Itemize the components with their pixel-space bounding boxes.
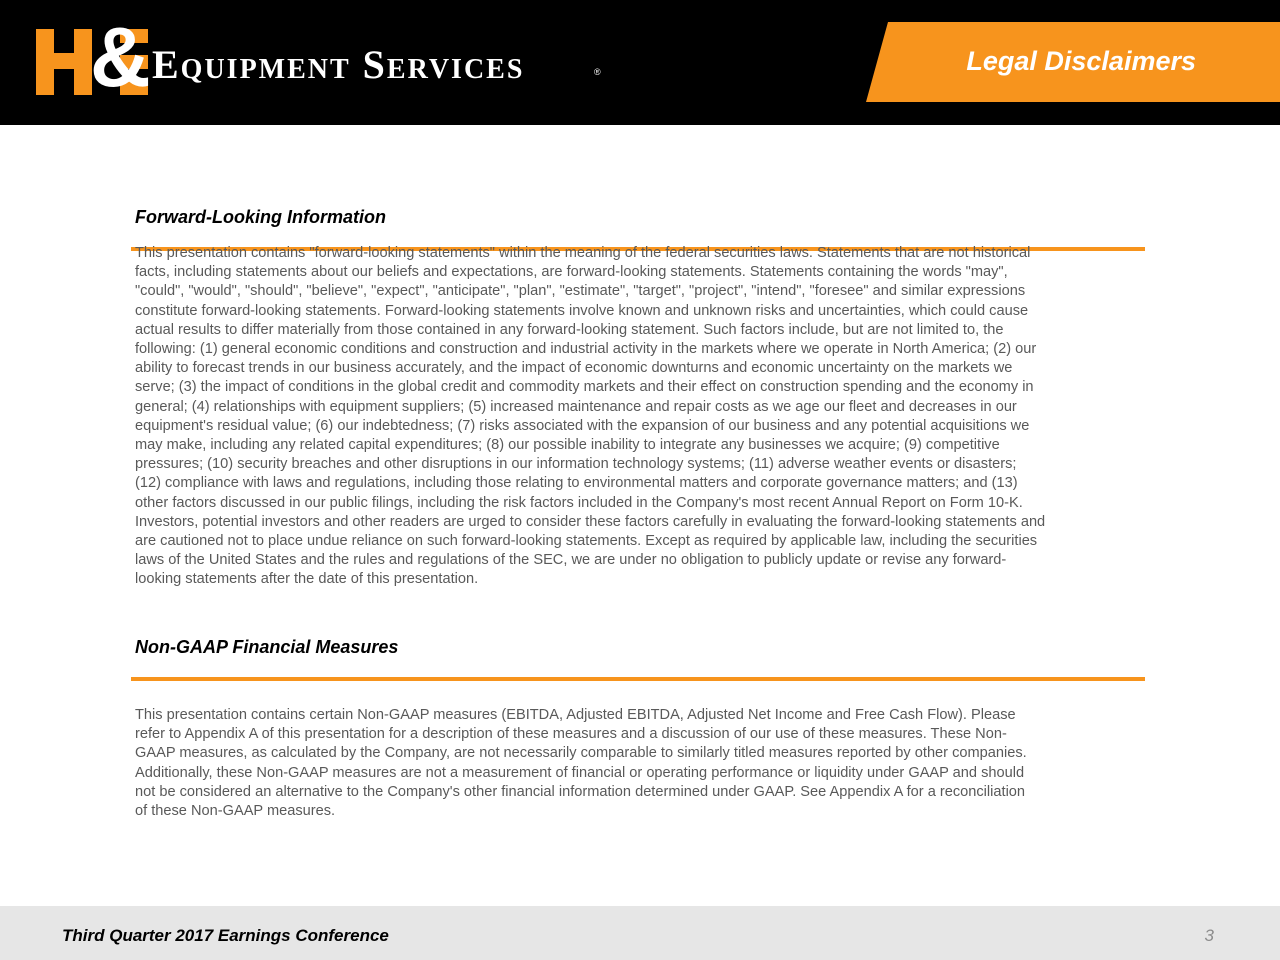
- paragraph-line: Additionally, these Non-GAAP measures are not a measurement of financial or operating performance or liquidity under GAAP and should: [135, 764, 1025, 781]
- paragraph-line: serve; (3) the impact of conditions in the global credit and commodity markets and their effect on construction spending and the economy in: [135, 379, 1034, 396]
- registered-mark: ®: [594, 67, 601, 77]
- company-logo: [36, 10, 636, 104]
- paragraph-line: constitute forward-looking statements. Forward-looking statements involve known and unknown risks and uncertainties, which could cause: [135, 302, 1029, 319]
- paragraph-line: Investors, potential investors and other readers are urged to consider these factors carefully in evaluating the forward-looking statements and: [135, 513, 1046, 530]
- footer-bar: [0, 906, 1280, 960]
- paragraph-line: (12) compliance with laws and regulations, including those relating to environmental matters and corporate governance matters; and (13): [135, 475, 1018, 492]
- footer-title: Third Quarter 2017 Earnings Conference: [62, 926, 389, 945]
- non-gaap-paragraph: [135, 706, 1135, 821]
- paragraph-line: GAAP measures, as calculated by the Company, are not necessarily comparable to similarly titled measures reported by other companies.: [135, 745, 1027, 762]
- paragraph-line: looking statements after the date of this presentation.: [135, 571, 479, 588]
- logo-text: Equipment Services: [152, 42, 525, 87]
- forward-looking-paragraph: [135, 244, 1135, 590]
- logo-ampersand: &: [90, 10, 151, 104]
- paragraph-line: may make, including any related capital expenditures; (8) our possible inability to integrate any businesses we acquire; (9) competitive: [135, 437, 1000, 454]
- slide-title: Legal Disclaimers: [966, 46, 1196, 76]
- paragraph-line: other factors discussed in our public filings, including the risk factors included in the Company's most recent Annual Report on Form 10-K.: [135, 494, 1023, 511]
- paragraph-line: laws of the United States and the rules and regulations of the SEC, we are under no obligation to publicly update or revise any forward-: [135, 552, 1007, 569]
- section-divider: [131, 677, 1145, 681]
- paragraph-line: ability to forecast trends in our business accurately, and the impact of economic downturns and economic uncertainty on the markets we: [135, 360, 1013, 377]
- paragraph-line: following: (1) general economic conditions and construction and industrial activity in the markets where we operate in North America; (2) our: [135, 341, 1037, 358]
- paragraph-line: general; (4) relationships with equipment suppliers; (5) increased maintenance and repair costs as we age our fleet and decreases in our: [135, 398, 1017, 415]
- paragraph-line: refer to Appendix A of this presentation for a description of these measures and a discussion of our use of these measures. These Non-: [135, 726, 1007, 743]
- non-gaap-heading: Non-GAAP Financial Measures: [135, 637, 399, 657]
- paragraph-line: of these Non-GAAP measures.: [135, 803, 336, 820]
- paragraph-line: facts, including statements about our beliefs and expectations, are forward-looking statements. Statements containing the words "may",: [135, 264, 1008, 281]
- paragraph-line: not be considered an alternative to the Company's other financial information determined under GAAP. See Appendix A for a reconciliation: [135, 783, 1026, 800]
- forward-looking-heading: Forward-Looking Information: [135, 207, 386, 227]
- header-bar: [0, 0, 1280, 125]
- paragraph-line: equipment's residual value; (6) our indebtedness; (7) risks associated with the expansion of our business and any potential acquisitions we: [135, 417, 1030, 434]
- he-logo-mark: [36, 10, 151, 104]
- paragraph-line: "could", "would", "should", "believe", "expect", "anticipate", "plan", "estimate", "target", "project", "intend", "foresee" and similar expressions: [135, 283, 1026, 300]
- paragraph-line: This presentation contains certain Non-GAAP measures (EBITDA, Adjusted EBITDA, Adjusted Net Income and Free Cash Flow). Please: [135, 707, 1016, 723]
- page-number: 3: [1204, 926, 1214, 945]
- paragraph-line: pressures; (10) security breaches and other disruptions in our information technology systems; (11) adverse weather events or disasters;: [135, 456, 1017, 473]
- paragraph-line: are cautioned not to place undue reliance on such forward-looking statements. Except as required by applicable law, including the securities: [135, 533, 1038, 550]
- paragraph-line: This presentation contains "forward-looking statements" within the meaning of the federal securities laws. Statements that are not historical: [135, 245, 1031, 261]
- paragraph-line: actual results to differ materially from those contained in any forward-looking statement. Such factors include, but are not limited to, the: [135, 321, 1004, 338]
